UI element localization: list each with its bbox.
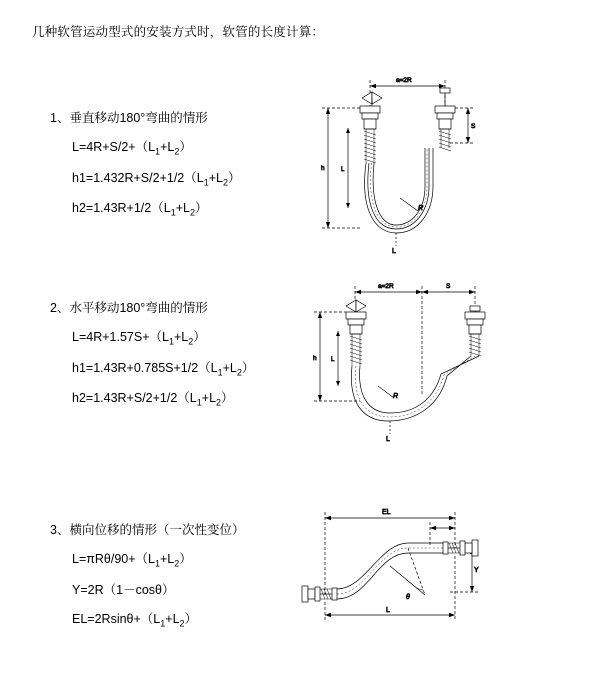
- svg-text:L: L: [386, 607, 390, 614]
- page-title: 几种软管运动型式的安装方式时，软管的长度计算：: [32, 25, 325, 39]
- svg-text:L: L: [341, 167, 345, 173]
- section-1-text: [50, 108, 300, 218]
- svg-text:R: R: [393, 393, 399, 400]
- lateral-offset-diagram: [290, 500, 490, 645]
- svg-text:L: L: [386, 436, 390, 443]
- section-2-heading: 2、水平移动180°弯曲的情形: [50, 301, 208, 315]
- svg-text:Y: Y: [474, 567, 479, 574]
- svg-text:S: S: [446, 283, 451, 290]
- section-3-formula-2: Y=2R（1－cosθ）: [72, 582, 175, 597]
- section-1-formula-3: $h2=1.43R+1/2(L_1+L_2)$: [72, 201, 208, 218]
- section-2-formula-3: $h2=1.43R+S/2+1/2(L_1+L_2)$: [72, 391, 234, 408]
- svg-text:a=2R: a=2R: [396, 77, 412, 84]
- section-2-text: [50, 298, 300, 408]
- section-3-heading: 3、横向位移的情形（一次性变位）: [50, 523, 245, 537]
- section-1-formula-1: $L=4R+S/2+(L_1+L_2)$: [72, 140, 192, 157]
- svg-text:R: R: [418, 205, 424, 212]
- section-1-heading: 1、垂直移动180°弯曲的情形: [50, 111, 208, 125]
- svg-text:L: L: [392, 248, 396, 255]
- svg-text:θ: θ: [406, 594, 410, 601]
- section-3-text: [50, 520, 300, 628]
- svg-text:h: h: [321, 165, 325, 172]
- svg-text:a=2R: a=2R: [378, 283, 394, 290]
- svg-text:h: h: [313, 355, 317, 362]
- vertical-180-bend-diagram: [300, 68, 490, 293]
- section-1-formula-2: $h1=1.432R+S/2+1/2(L_1+L_2)$: [72, 170, 241, 187]
- section-2-formula-1: $L=4R+1.57S+(L_1+L_2)$: [72, 330, 206, 347]
- svg-text:L: L: [331, 357, 335, 363]
- section-3-formula-1: $L=\pi R\theta/90+(L_1+L_2)$: [72, 552, 192, 569]
- section-3-formula-3: $EL=2Rsin\theta+(L_1+L_2)$: [72, 611, 198, 628]
- horizontal-180-bend-diagram: [300, 276, 500, 461]
- section-2-formula-2: $h1=1.43R+0.785S+1/2(L_1+L_2)$: [72, 360, 255, 377]
- svg-text:S: S: [471, 123, 476, 130]
- svg-text:EL: EL: [382, 509, 391, 516]
